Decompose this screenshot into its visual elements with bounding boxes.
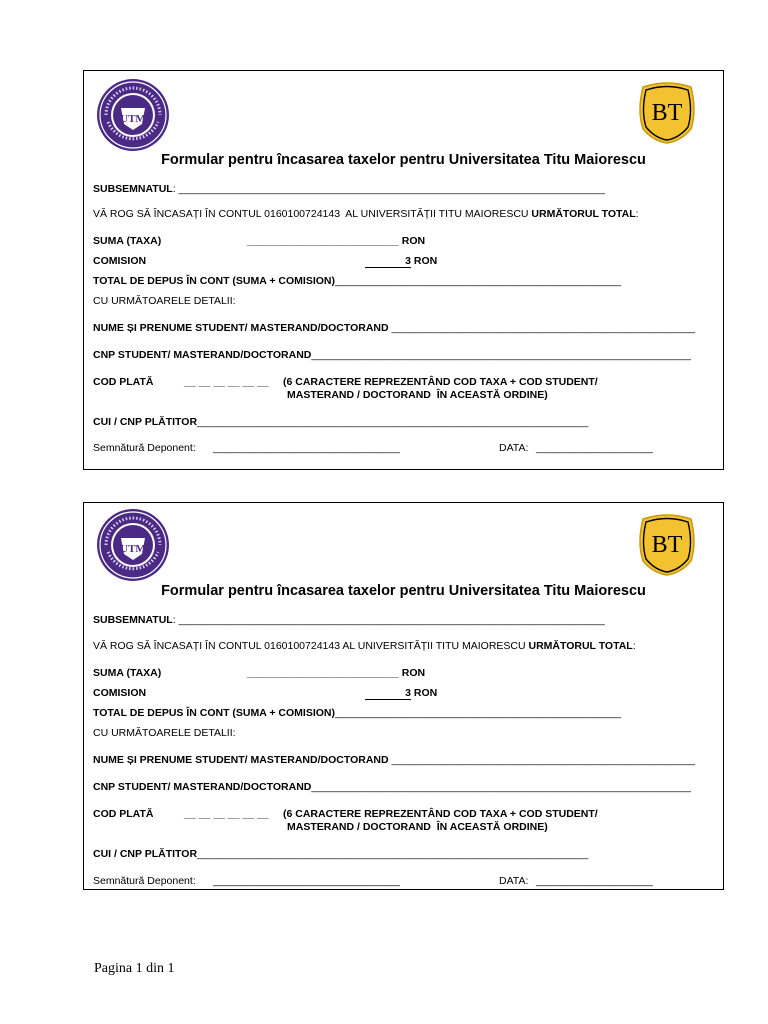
bt-bank-logo-icon — [637, 81, 697, 145]
comision-amount: 3 — [365, 255, 411, 268]
nume-row — [93, 322, 695, 334]
suma-label: SUMA (TAXA) — [93, 667, 162, 679]
page-number: Pagina 1 din 1 — [94, 961, 175, 976]
cnp-label: CNP STUDENT/ MASTERAND/DOCTORAND — [93, 781, 312, 793]
total-label: TOTAL DE DEPUS ÎN CONT (SUMA + COMISION) — [93, 275, 335, 287]
request-text-end: : — [632, 640, 636, 652]
request-text-main: VĂ ROG SĂ ÎNCASAȚI ÎN CONTUL 0160100724143 AL UNIVERSITĂȚII TITU MAIORESCU — [93, 208, 532, 220]
comision-amount: 3 — [365, 687, 411, 700]
request-text-bold: URMĂTORUL TOTAL — [528, 640, 633, 652]
subsemnatul-row — [93, 183, 605, 195]
cnp-field[interactable]: _________________________________________________________________ — [311, 349, 691, 361]
comision-label: COMISION — [93, 687, 147, 699]
comision-value — [365, 687, 437, 700]
nume-field[interactable]: ____________________________________________________ — [391, 754, 696, 766]
cui-label: CUI / CNP PLĂTITOR — [93, 848, 198, 860]
cod-plata-note-2: MASTERAND / DOCTORAND ÎN ACEASTĂ ORDINE) — [287, 821, 548, 833]
svg-text:BT: BT — [651, 532, 683, 558]
nume-field[interactable]: ____________________________________________________ — [391, 322, 696, 334]
suma-field[interactable]: __________________________ RON — [247, 667, 426, 679]
details-heading: CU URMĂTOARELE DETALII: — [93, 295, 236, 307]
nume-row — [93, 754, 695, 766]
semnatura-field[interactable]: ________________________________ — [213, 442, 400, 454]
cod-plata-note-2: MASTERAND / DOCTORAND ÎN ACEASTĂ ORDINE) — [287, 389, 548, 401]
total-row — [93, 275, 621, 287]
comision-unit: RON — [411, 255, 438, 267]
cui-field[interactable]: ___________________________________________________________________ — [197, 848, 589, 860]
suma-label: SUMA (TAXA) — [93, 235, 162, 247]
form-title: Formular pentru încasarea taxelor pentru Universitatea Titu Maiorescu — [161, 583, 646, 599]
total-field[interactable]: _________________________________________________ — [335, 275, 622, 287]
cui-row — [93, 416, 588, 428]
cui-label: CUI / CNP PLĂTITOR — [93, 416, 198, 428]
bt-bank-logo-icon — [637, 513, 697, 577]
svg-text:UTM: UTM — [120, 113, 146, 125]
cod-plata-label: COD PLATĂ — [93, 808, 154, 820]
details-heading: CU URMĂTOARELE DETALII: — [93, 727, 236, 739]
cod-plata-label: COD PLATĂ — [93, 376, 154, 388]
cui-row — [93, 848, 588, 860]
data-field[interactable]: ____________________ — [536, 442, 653, 454]
cnp-field[interactable]: _________________________________________________________________ — [311, 781, 691, 793]
subsemnatul-label: SUBSEMNATUL — [93, 614, 173, 626]
payment-form-2 — [83, 502, 724, 890]
cnp-label: CNP STUDENT/ MASTERAND/DOCTORAND — [93, 349, 312, 361]
svg-text:BT: BT — [651, 100, 683, 126]
form-title: Formular pentru încasarea taxelor pentru Universitatea Titu Maiorescu — [161, 152, 646, 168]
svg-text:UTM: UTM — [120, 543, 146, 555]
nume-label: NUME ȘI PRENUME STUDENT/ MASTERAND/DOCTORAND — [93, 754, 392, 766]
subsemnatul-field[interactable]: : _________________________________________________________________________ — [172, 614, 605, 626]
semnatura-field[interactable]: ________________________________ — [213, 875, 400, 887]
semnatura-label: Semnătură Deponent: — [93, 442, 196, 454]
request-text-bold: URMĂTORUL TOTAL — [531, 208, 636, 220]
cod-plata-field[interactable]: __ __ __ __ __ __ — [184, 376, 269, 388]
cui-field[interactable]: ___________________________________________________________________ — [197, 416, 589, 428]
request-text — [93, 208, 639, 220]
subsemnatul-field[interactable]: : _________________________________________________________________________ — [172, 183, 605, 195]
cnp-row — [93, 349, 691, 361]
total-label: TOTAL DE DEPUS ÎN CONT (SUMA + COMISION) — [93, 707, 335, 719]
total-field[interactable]: _________________________________________________ — [335, 707, 622, 719]
suma-field[interactable]: __________________________ RON — [247, 235, 426, 247]
cod-plata-field[interactable]: __ __ __ __ __ __ — [184, 808, 269, 820]
cnp-row — [93, 781, 691, 793]
comision-value — [365, 255, 437, 268]
subsemnatul-label: SUBSEMNATUL — [93, 183, 173, 195]
data-label: DATA: — [499, 442, 529, 454]
university-logo-icon — [96, 508, 170, 582]
total-row — [93, 707, 621, 719]
request-text-end: : — [635, 208, 639, 220]
request-text-main: VĂ ROG SĂ ÎNCASAȚI ÎN CONTUL 0160100724143 AL UNIVERSITĂȚII TITU MAIORESCU — [93, 640, 529, 652]
comision-label: COMISION — [93, 255, 147, 267]
comision-unit: RON — [411, 687, 438, 699]
semnatura-label: Semnătură Deponent: — [93, 875, 196, 887]
university-logo-icon — [96, 78, 170, 152]
cod-plata-note-1: (6 CARACTERE REPREZENTÂND COD TAXA + COD STUDENT/ — [283, 808, 598, 820]
cod-plata-note-1: (6 CARACTERE REPREZENTÂND COD TAXA + COD STUDENT/ — [283, 376, 598, 388]
data-field[interactable]: ____________________ — [536, 875, 653, 887]
subsemnatul-row — [93, 614, 605, 626]
request-text — [93, 640, 636, 652]
nume-label: NUME ȘI PRENUME STUDENT/ MASTERAND/DOCTORAND — [93, 322, 392, 334]
data-label: DATA: — [499, 875, 529, 887]
payment-form-1 — [83, 70, 724, 470]
